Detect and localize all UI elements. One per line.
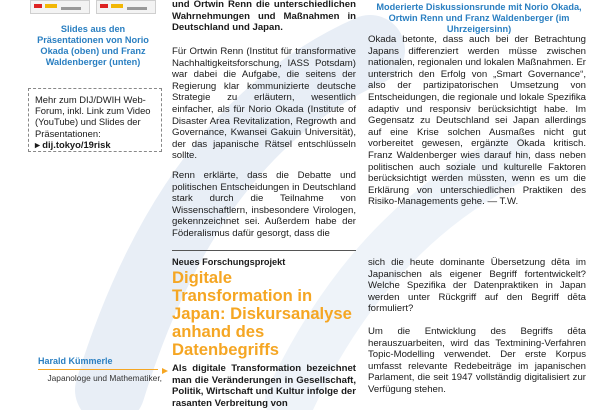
slide-thumbnail-okada: [30, 0, 90, 14]
author-box: [38, 356, 162, 383]
slide-thumbnails: [30, 0, 158, 14]
slides-caption: Slides aus den Präsentationen von Norio Okada (oben) und Franz Waldenberger (unten): [37, 24, 149, 67]
author-divider: [38, 369, 158, 370]
arrow-right-icon: [162, 368, 168, 374]
author-role: Japanologe und Mathematiker,: [47, 373, 162, 383]
article-lead: Als digitale Transformation bezeichnet man die Veränderungen in Gesellschaft, Politik, Wirtschaft und Kultur infolge der rasanten Verbreitung von: [172, 363, 356, 409]
article-headline: Digitale Transformation in Japan: Diskursanalyse anhand des Datenbegriffs: [172, 268, 352, 359]
slide-thumbnail-waldenberger: [96, 0, 156, 14]
discussion-caption: Moderierte Diskussionsrunde mit Norio Okada, Ortwin Renn und Franz Waldenberger (im Uhrzeigersinn): [376, 2, 582, 34]
infobox-link[interactable]: ▸ dij.tokyo/19risk: [35, 138, 111, 150]
mid-paragraph-3: Renn erklärte, dass die Debatte und politischen Entscheidungen in Deutschland stark durch die Teilnahme von Wissenschaftlern, insbesondere Virologen, gekennzeichnet sei. Außerdem habe der Föderalismus dafür gesorgt, dass die: [172, 170, 356, 239]
web-forum-infobox: [28, 88, 162, 152]
infobox-text: Mehr zum DIJ/DWIH Web-Forum, inkl. Link zum Video (YouTube) und Slides der Präsentationen:: [35, 94, 151, 139]
mid-paragraph-2: Für Ortwin Renn (Institut für transformative Nachhaltigkeitsforschung, IASS Potsdam) war dabei die Aufgabe, die seitens der Regierung klar kommunizierte deutsche Strategie zu erläutern, wesentlich einfacher, als für Norio Okada (Institute of Disaster Area Revitalization, Regrowth and Governance, Kwansei Gakuin Universität), der das japanische Rätsel entschlüsseln sollte.: [172, 46, 356, 162]
author-name: Harald Kümmerle: [38, 356, 113, 366]
section-kicker: Neues Forschungsprojekt: [172, 257, 286, 267]
mid-paragraph-1: und Ortwin Renn die unterschiedlichen Wahrnehmungen und Maßnahmen in Deutschland und Japan.: [172, 0, 356, 34]
right-paragraph-1: Okada betonte, dass auch bei der Betrachtung Japans differenziert werden müsse zwischen nationalen, regionalen und lokalen Maßnahmen. Er unterstrich den Erfolg von „Smart Governance“, also der partizipatorischen Umsetzung von Entscheidungen, die regionale und lokale Spezifika adaptiv und responsiv berücksichtigt habe. Im Gegensatz zu Deutschland sei Japan allerdings auf eine Krise solchen Ausmaßes nicht gut vorbereitet gewesen, ergänzte Okada kritisch. Franz Waldenberger wies darauf hin, dass neben politischen auch soziale und kulturelle Faktoren berücksichtigt werden müssten, wenn es um die Erklärung von unterschiedlichen Praktiken des Risiko-Managements gehe. — T.W.: [368, 34, 586, 208]
right-paragraph-3: Um die Entwicklung des Begriffs dēta herauszuarbeiten, wird das Textmining-Verfahren Topic-Modelling verwendet. Der erste Korpus umfasst relevante Redebeiträge im japanischen Parlament, die seit 1947 vollständig digitalisiert zur Verfügung stehen.: [368, 326, 586, 395]
right-paragraph-2: sich die heute dominante Übersetzung dēta im Japanischen als eigener Begriff fortentwickelt? Welche Spezifika der Datenpraktiken in Japan werden unter Rückgriff auf den Begriff dēta formuliert?: [368, 257, 586, 315]
section-divider: [172, 250, 356, 251]
